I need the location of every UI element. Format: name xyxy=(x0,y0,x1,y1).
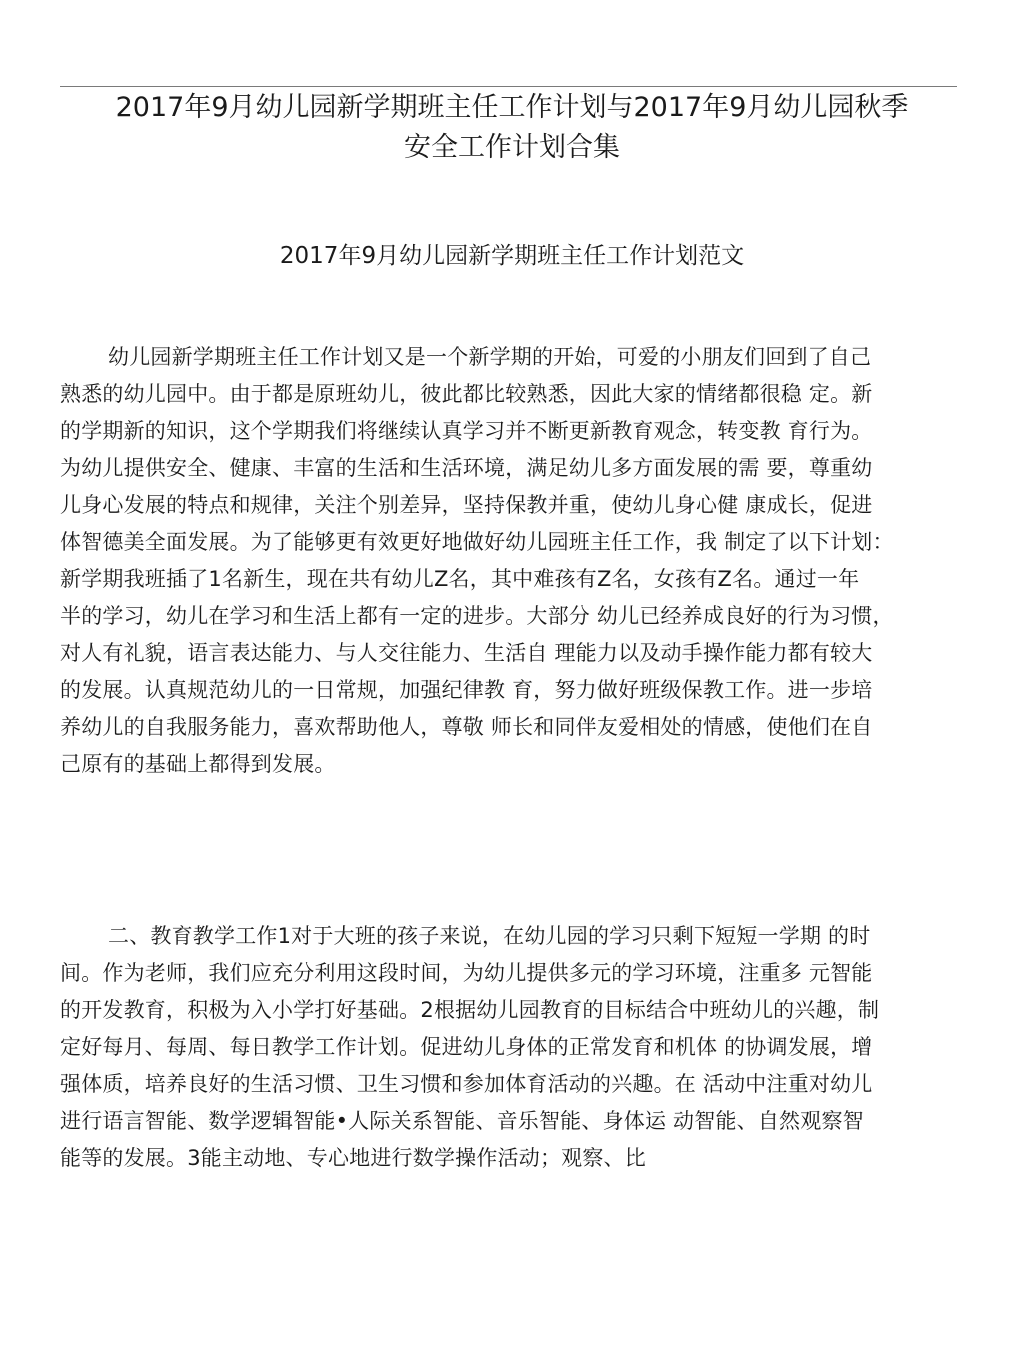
body-paragraph-1 xyxy=(60,339,965,783)
paragraph-line: 新学期我班插了1名新生，现在共有幼儿Z名，其中难孩有Z名，女孩有Z名。通过一年 xyxy=(60,567,860,591)
paragraph-line: 定好每月、每周、每日教学工作计划。促进幼儿身体的正常发育和机体 的协调发展，增 xyxy=(60,1035,873,1059)
paragraph-line: 的学期新的知识，这个学期我们将继续认真学习并不断更新教育观念，转变教 育行为。 xyxy=(60,419,873,443)
paragraph-line: 的开发教育，积极为入小学打好基础。2根据幼儿园教育的目标结合中班幼儿的兴趣，制 xyxy=(60,998,880,1022)
paragraph-line: 半的学习，幼儿在学习和生活上都有一定的进步。大部分 幼儿已经养成良好的行为习惯， xyxy=(60,604,894,628)
paragraph-line: 为幼儿提供安全、健康、丰富的生活和生活环境，满足幼儿多方面发展的需 要，尊重幼 xyxy=(60,456,873,480)
paragraph-line: 能等的发展。3能主动地、专心地进行数学操作活动；观察、比 xyxy=(60,1146,646,1170)
paragraph-line: 养幼儿的自我服务能力，喜欢帮助他人，尊敬 师长和同伴友爱相处的情感，使他们在自 xyxy=(60,715,873,739)
paragraph-line: 的发展。认真规范幼儿的一日常规，加强纪律教 育，努力做好班级保教工作。进一步培 xyxy=(60,678,873,702)
document-title xyxy=(40,88,984,168)
paragraph-line: 熟悉的幼儿园中。由于都是原班幼儿，彼此都比较熟悉，因此大家的情绪都很稳 定。新 xyxy=(60,382,873,406)
paragraph-line: 儿身心发展的特点和规律，关注个别差异，坚持保教并重，使幼儿身心健 康成长，促进 xyxy=(60,493,873,517)
section-title: 2017年9月幼儿园新学期班主任工作计划范文 xyxy=(279,243,745,269)
paragraph-line: 间。作为老师，我们应充分利用这段时间，为幼儿提供多元的学习环境，注重多 元智能 xyxy=(60,961,873,985)
document-title-line-2: 安全工作计划合集 xyxy=(404,132,620,163)
paragraph-line: 二、教育教学工作1对于大班的孩子来说，在幼儿园的学习只剩下短短一学期 的时 xyxy=(108,924,871,948)
paragraph-line: 己原有的基础上都得到发展。 xyxy=(60,752,336,776)
header-rule xyxy=(60,86,957,87)
document-title-line-1: 2017年9月幼儿园新学期班主任工作计划与2017年9月幼儿园秋季 xyxy=(115,92,909,123)
paragraph-line: 强体质，培养良好的生活习惯、卫生习惯和参加体育活动的兴趣。在 活动中注重对幼儿 xyxy=(60,1072,873,1096)
paragraph-line: 幼儿园新学期班主任工作计划又是一个新学期的开始，可爱的小朋友们回到了自己 xyxy=(108,345,872,369)
paragraph-line: 体智德美全面发展。为了能够更有效更好地做好幼儿园班主任工作，我 制定了以下计划： xyxy=(60,530,894,554)
paragraph-line: 进行语言智能、数学逻辑智能•人际关系智能、音乐智能、身体运 动智能、自然观察智 xyxy=(60,1109,864,1133)
body-paragraph-2 xyxy=(60,918,965,1177)
paragraph-line: 对人有礼貌，语言表达能力、与人交往能力、生活自 理能力以及动手操作能力都有较大 xyxy=(60,641,873,665)
